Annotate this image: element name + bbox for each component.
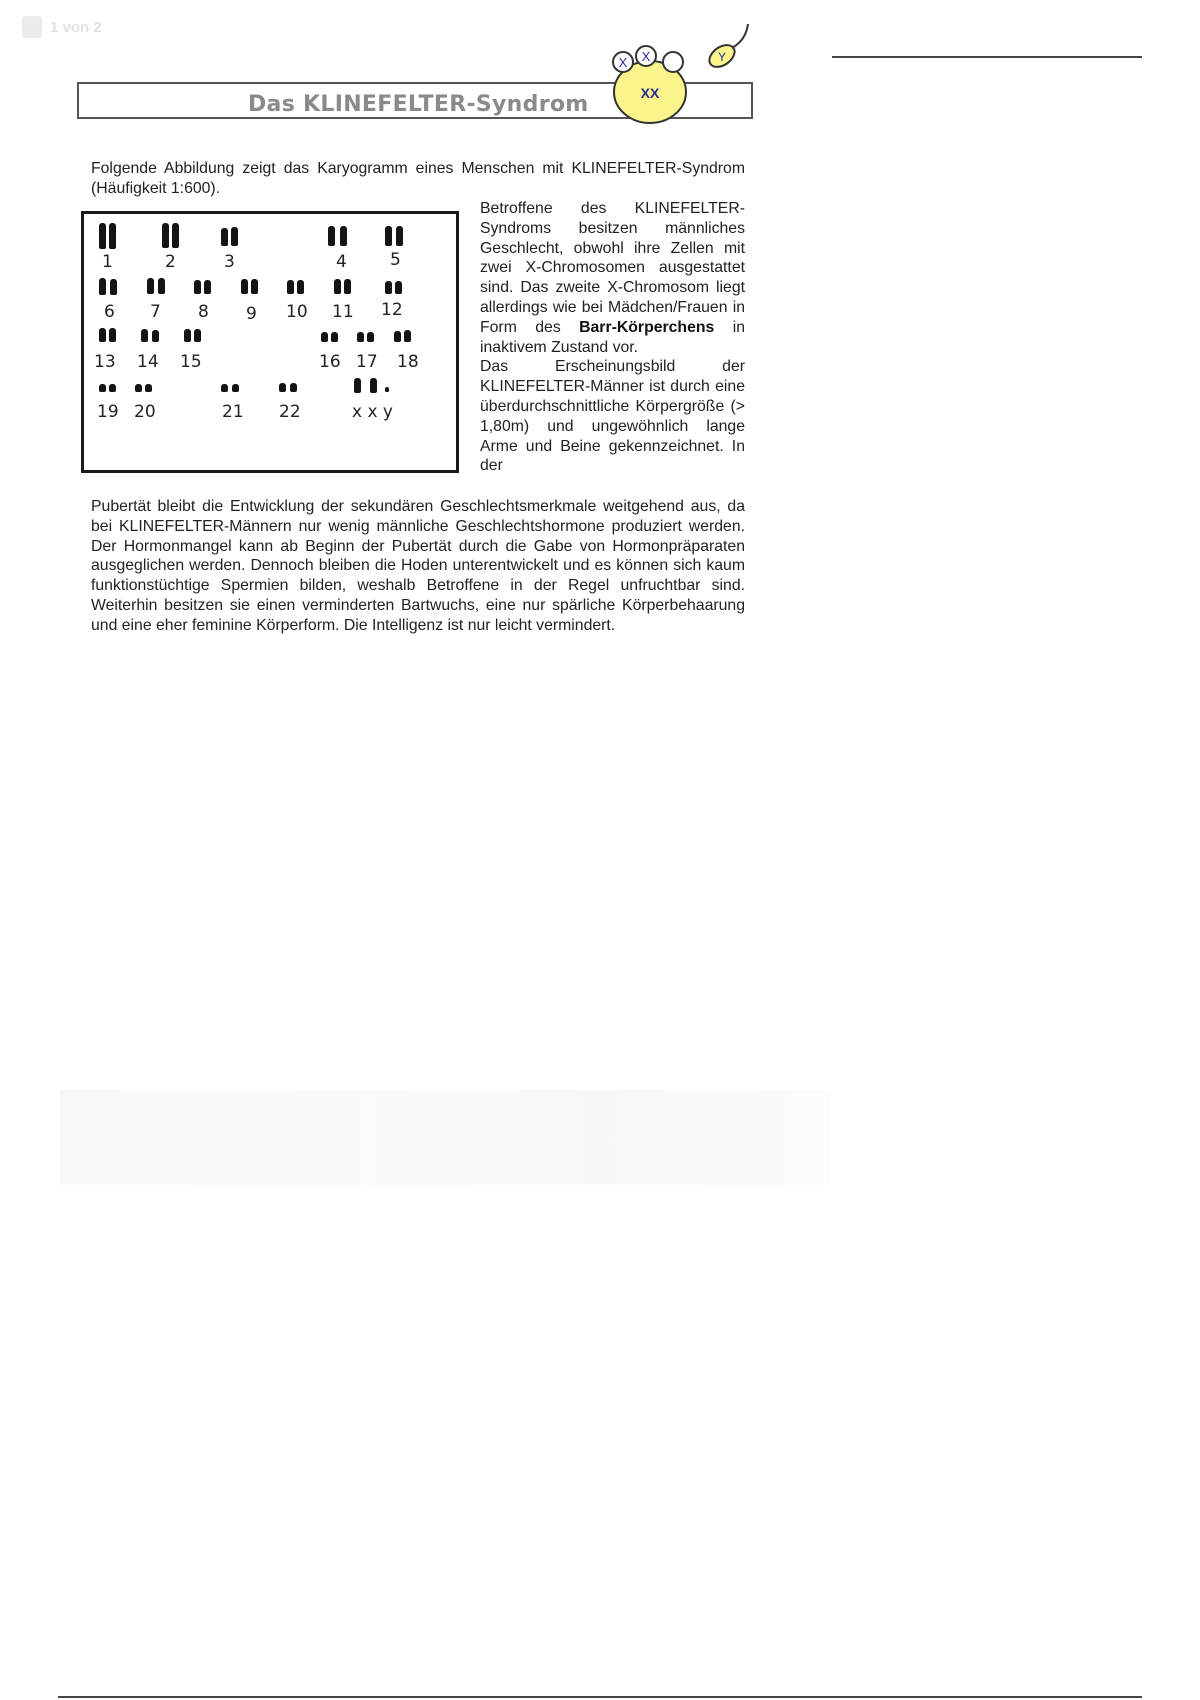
karyogram-label: 2 — [165, 252, 176, 272]
chromosome — [221, 384, 228, 392]
karyogram-label: 6 — [104, 302, 115, 322]
karyogram-label: 16 — [319, 352, 341, 372]
karyogram-label: 14 — [137, 352, 159, 372]
karyogram-label: 22 — [279, 402, 301, 422]
right-text-block — [480, 199, 745, 476]
karyogram-label: 15 — [180, 352, 202, 372]
page-icon — [22, 16, 42, 38]
small-vesicle — [663, 52, 683, 72]
chromosome — [162, 223, 169, 248]
chromosome — [297, 280, 304, 294]
right-text-part-1: Betroffene des KLINEFELTER-Syndroms besitzen männliches Geschlecht, obwohl ihre Zellen mit zwei X-Chromosomen ausgestattet sind. Das zweite X-Chromosom liegt allerdings wie bei Mädchen/Frauen in Form des — [480, 200, 745, 336]
chromosome — [290, 383, 297, 392]
page-indicator-text: 1 von 2 — [50, 18, 102, 36]
karyogram-figure — [81, 211, 459, 473]
sperm-tail — [732, 24, 748, 48]
chromosome — [321, 332, 328, 342]
karyogram-label: 20 — [134, 402, 156, 422]
chromosome — [99, 278, 106, 295]
chromosome — [404, 330, 411, 342]
chromosome — [231, 227, 238, 246]
chromosome — [172, 223, 179, 248]
chromosome — [141, 329, 148, 342]
chromosome — [357, 332, 364, 342]
chromosome — [109, 223, 116, 249]
chromosome — [147, 278, 154, 294]
karyogram-label: 21 — [222, 402, 244, 422]
chromosome — [99, 223, 106, 249]
karyogram-label: 9 — [246, 304, 257, 324]
chromosome — [99, 328, 106, 342]
karyogram-label: 11 — [332, 302, 354, 322]
karyogram-label: 12 — [381, 300, 403, 320]
chromosome — [152, 330, 159, 342]
karyogram-label: 5 — [390, 250, 401, 270]
chromosome — [232, 384, 239, 392]
chromosome — [194, 329, 201, 342]
chromosome — [340, 226, 347, 246]
chromosome — [184, 329, 191, 342]
chromosome — [221, 228, 228, 246]
karyogram-label: 4 — [336, 252, 347, 272]
y-label: Y — [717, 50, 727, 64]
page-indicator — [22, 16, 102, 38]
chromosome — [370, 378, 377, 393]
karyogram-label: 10 — [286, 302, 308, 322]
karyogram-label: 7 — [150, 302, 161, 322]
karyogram-label: 8 — [198, 302, 209, 322]
continuation-paragraph: Pubertät bleibt die Entwicklung der sekundären Geschlechtsmerkmale weitgehend aus, da bei KLINEFELTER-Männern nur wenig männliche Geschlechtshormone produziert werden. Der Hormonmangel kann ab Beginn der Pubertät durch die Gabe von Hormonpräparaten ausgeglichen werden. Dennoch bleiben die Hoden unterentwickelt und es können sich kaum funktionstüchtige Spermien bilden, weshalb Betroffene in der Regel unfruchtbar sind. Weiterhin besitzen sie einen verminderten Bartwuchs, eine nur spärliche Körperbehaarung und eine eher feminine Körperform. Die Intelligenz ist nur leicht vermindert. — [91, 498, 745, 634]
karyogram-label: x x y — [352, 402, 393, 422]
chromosome — [194, 280, 201, 294]
karyogram-label: 17 — [356, 352, 378, 372]
chromosome — [385, 281, 392, 294]
x-label-2: X — [641, 49, 651, 64]
chromosome — [135, 384, 142, 392]
chromosome — [394, 331, 401, 342]
chromosome — [251, 279, 258, 294]
bottom-rule — [58, 1696, 1142, 1698]
cell-illustration — [596, 18, 766, 130]
right-text-part-2: in inaktivem Zustand vor. — [480, 318, 745, 356]
top-rule — [832, 56, 1142, 58]
cell-label: XX — [640, 85, 660, 101]
karyogram-label: 3 — [224, 252, 235, 272]
karyogram-label: 19 — [97, 402, 119, 422]
chromosome — [287, 280, 294, 294]
faint-background-band — [60, 1090, 830, 1185]
x-label-1: X — [618, 55, 628, 70]
chromosome — [395, 281, 402, 294]
chromosome — [334, 279, 341, 294]
barr-koerperchen-term: Barr-Körperchens — [579, 318, 715, 336]
right-text-part-3: Das Erscheinungsbild der KLINEFELTER-Männer ist durch eine überdurchschnittliche Körpergröße (> 1,80m) und ungewöhnlich lange Arme und Beine gekennzeichnet. In der — [480, 358, 745, 475]
chromosome — [385, 226, 392, 246]
chromosome — [344, 279, 351, 294]
karyogram-label: 18 — [397, 352, 419, 372]
chromosome — [158, 278, 165, 294]
chromosome — [328, 226, 335, 246]
chromosome — [331, 332, 338, 342]
chromosome — [367, 332, 374, 342]
karyogram-label: 1 — [102, 252, 113, 272]
chromosome — [279, 383, 286, 392]
chromosome — [99, 384, 106, 392]
chromosome — [385, 387, 389, 392]
document-title: Das KLINEFELTER-Syndrom — [248, 92, 589, 117]
chromosome — [396, 226, 403, 246]
karyogram-label: 13 — [94, 352, 116, 372]
chromosome — [109, 384, 116, 392]
chromosome — [109, 328, 116, 342]
chromosome — [241, 279, 248, 294]
chromosome — [145, 384, 152, 392]
chromosome — [354, 378, 361, 393]
intro-paragraph: Folgende Abbildung zeigt das Karyogramm eines Menschen mit KLINEFELTER-Syndrom (Häufigkeit 1:600). — [91, 160, 745, 197]
chromosome — [110, 279, 117, 295]
chromosome — [204, 280, 211, 294]
